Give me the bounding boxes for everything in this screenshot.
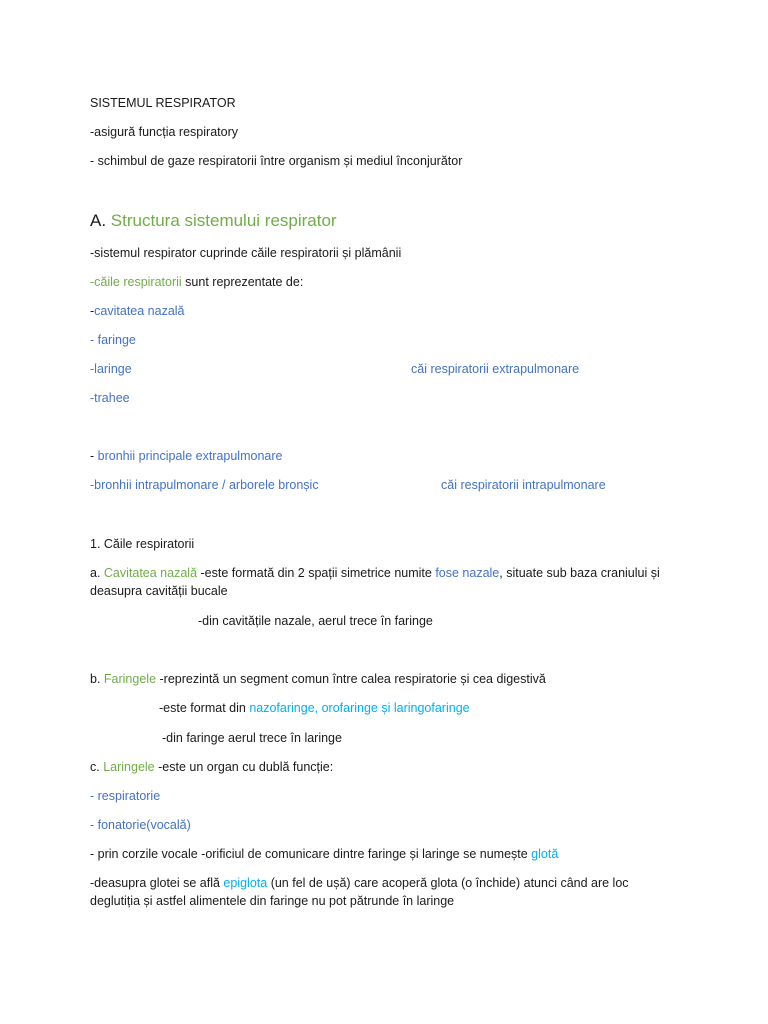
section-a-title: Structura sistemului respirator: [110, 211, 337, 230]
paragraph-a-line-2: -din cavitățile nazale, aerul trece în faringe: [198, 614, 433, 628]
paragraph-b-line-2: [159, 700, 470, 716]
document-title: SISTEMUL RESPIRATOR: [90, 96, 236, 110]
list-item-text: cavitatea nazală: [94, 304, 185, 318]
list-item-fonatorie: - fonatorie(vocală): [90, 818, 191, 832]
paragraph-a-text-1: -este formată din 2 spații simetrice numite: [197, 566, 436, 580]
term-faringele: Faringele: [103, 672, 157, 686]
paragraph-c: [90, 759, 333, 775]
list-item-faringe: - faringe: [90, 333, 136, 347]
term-fose-nazale: fose nazale: [435, 566, 500, 580]
paragraph-b-text: -reprezintă un segment comun între calea respiratorie și cea digestivă: [156, 672, 546, 686]
intro-line-1: -asigură funcția respiratory: [90, 125, 238, 139]
list-dash: -: [90, 449, 98, 463]
list-item-cavitatea-nazala: [90, 303, 185, 319]
term-nazofaringe: nazofaringe, orofaringe și laringofaringe: [249, 701, 470, 715]
list-item-trahee: -trahee: [90, 391, 130, 405]
section-a-heading: [90, 210, 337, 232]
list-item-bronhii-intrapulmonare: -bronhii intrapulmonare / arborele bronșic: [90, 478, 319, 492]
section-a-line-2: [90, 274, 303, 290]
paragraph-a: [90, 564, 670, 600]
cai-respiratorii-term: -căile respiratorii: [90, 275, 182, 289]
paragraph-b-prefix: b.: [90, 672, 104, 686]
line-2-rest: sunt reprezentate de:: [181, 275, 304, 289]
paragraph-b: [90, 671, 546, 687]
paragraph-b-line-2-prefix: -este format din: [159, 701, 250, 715]
paragraph-c-line-5-text: (un fel de ușă) care acoperă glota (o închide) atunci când are loc deglutiția și astfel alimentele din faringe nu pot pătrunde în laringe: [90, 876, 629, 908]
label-intrapulmonare: căi respiratorii intrapulmonare: [441, 478, 606, 492]
list-item-respiratorie: - respiratorie: [90, 789, 161, 803]
paragraph-c-line-4: [90, 846, 558, 862]
section-a-line-1: -sistemul respirator cuprinde căile respiratorii și plămânii: [90, 246, 402, 260]
paragraph-c-line-4-text: - prin corzile vocale -orificiul de comunicare dintre faringe și laringe se numește: [90, 847, 532, 861]
list-item-text: bronhii principale extrapulmonare: [97, 449, 283, 463]
section-1-title: 1. Căile respiratorii: [90, 537, 195, 551]
list-dash: -: [90, 304, 95, 318]
term-cavitatea-nazala: Cavitatea nazală: [103, 566, 198, 580]
paragraph-a-text-2: , situate sub baza craniului și deasupra cavității bucale: [90, 566, 660, 598]
paragraph-c-text: -este un organ cu dublă funcție:: [154, 760, 334, 774]
label-extrapulmonare: căi respiratorii extrapulmonare: [411, 362, 580, 376]
list-item-bronhii-principale: [90, 448, 282, 464]
paragraph-a-prefix: a.: [90, 566, 104, 580]
paragraph-c-line-5-prefix: -deasupra glotei se află: [90, 876, 224, 890]
section-a-letter: A.: [90, 211, 107, 230]
paragraph-c-line-5: [90, 874, 670, 910]
intro-line-2: - schimbul de gaze respiratorii între organism și mediul înconjurător: [90, 154, 463, 168]
list-item-laringe: -laringe: [90, 362, 132, 376]
term-laringele: Laringele: [103, 760, 155, 774]
paragraph-c-prefix: c.: [90, 760, 104, 774]
term-epiglota: epiglota: [223, 876, 268, 890]
term-glota: glotă: [531, 847, 559, 861]
paragraph-b-line-3: -din faringe aerul trece în laringe: [162, 731, 342, 745]
